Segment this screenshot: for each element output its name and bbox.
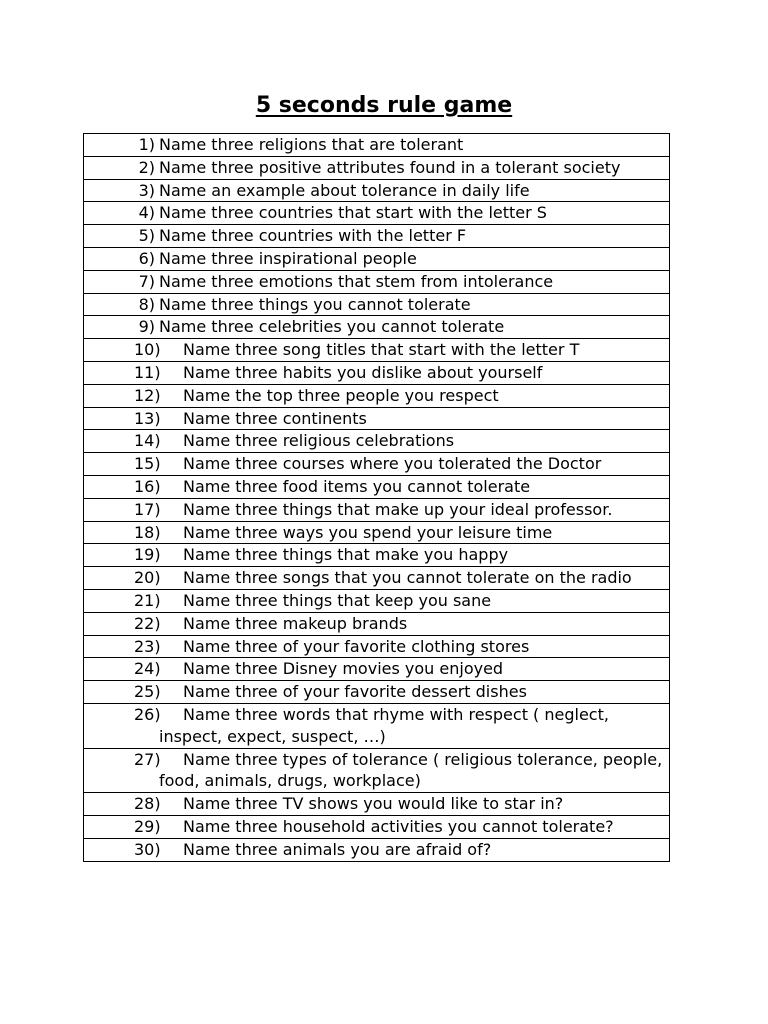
question-row xyxy=(84,703,670,748)
question-text: Name three TV shows you would like to star in? xyxy=(183,794,564,814)
question-row xyxy=(84,793,670,816)
question-item xyxy=(84,681,669,703)
question-cell xyxy=(84,339,670,362)
question-text: Name three celebrities you cannot tolerate xyxy=(159,317,505,337)
question-cell xyxy=(84,658,670,681)
question-item xyxy=(84,225,669,247)
question-number: 30) xyxy=(134,839,161,859)
question-number: 14) xyxy=(134,431,161,451)
question-item xyxy=(84,499,669,521)
question-item xyxy=(84,453,669,475)
question-cell xyxy=(84,498,670,521)
question-item xyxy=(84,749,669,793)
question-text: Name three types of tolerance ( religious tolerance, people, food, animals, drugs, workplace) xyxy=(159,749,663,791)
question-item xyxy=(84,180,669,202)
question-cell xyxy=(84,247,670,270)
question-text: Name three religious celebrations xyxy=(183,431,455,451)
question-row xyxy=(84,270,670,293)
question-cell xyxy=(84,544,670,567)
questions-table-body xyxy=(84,134,670,862)
question-cell xyxy=(84,838,670,861)
question-row xyxy=(84,544,670,567)
question-row xyxy=(84,247,670,270)
question-item xyxy=(84,248,669,270)
question-row xyxy=(84,316,670,339)
question-text: Name three Disney movies you enjoyed xyxy=(183,659,504,679)
question-item xyxy=(84,816,669,838)
question-row xyxy=(84,612,670,635)
question-cell xyxy=(84,134,670,157)
question-text: Name three ways you spend your leisure time xyxy=(183,522,553,542)
question-cell xyxy=(84,156,670,179)
question-cell xyxy=(84,453,670,476)
question-row xyxy=(84,430,670,453)
question-item xyxy=(84,134,669,156)
question-number: 2) xyxy=(138,157,155,177)
question-number: 4) xyxy=(138,203,155,223)
question-number: 5) xyxy=(138,226,155,246)
question-text: Name three emotions that stem from intolerance xyxy=(159,271,554,291)
question-cell xyxy=(84,567,670,590)
question-number: 29) xyxy=(134,816,161,836)
question-cell xyxy=(84,793,670,816)
question-item xyxy=(84,408,669,430)
question-row xyxy=(84,567,670,590)
question-number: 10) xyxy=(134,340,161,360)
question-cell xyxy=(84,815,670,838)
question-text: Name three household activities you cannot tolerate? xyxy=(183,816,614,836)
question-number: 28) xyxy=(134,794,161,814)
question-cell xyxy=(84,475,670,498)
question-text: Name three makeup brands xyxy=(183,613,408,633)
question-number: 9) xyxy=(138,317,155,337)
question-text: Name three song titles that start with the letter T xyxy=(183,340,580,360)
question-row xyxy=(84,681,670,704)
question-row xyxy=(84,179,670,202)
question-item xyxy=(84,294,669,316)
question-item xyxy=(84,704,669,748)
question-item xyxy=(84,658,669,680)
question-item xyxy=(84,202,669,224)
page-title: 5 seconds rule game xyxy=(255,93,513,118)
question-item xyxy=(84,362,669,384)
question-row xyxy=(84,838,670,861)
question-item xyxy=(84,522,669,544)
question-row xyxy=(84,407,670,430)
question-number: 24) xyxy=(134,659,161,679)
question-cell xyxy=(84,384,670,407)
question-item xyxy=(84,316,669,338)
questions-table xyxy=(83,133,670,862)
question-cell xyxy=(84,635,670,658)
question-cell xyxy=(84,407,670,430)
question-item xyxy=(84,839,669,861)
question-text: Name three courses where you tolerated the Doctor xyxy=(183,454,602,474)
question-number: 23) xyxy=(134,636,161,656)
question-number: 13) xyxy=(134,408,161,428)
question-row xyxy=(84,339,670,362)
question-row xyxy=(84,815,670,838)
question-number: 11) xyxy=(134,362,161,382)
question-text: Name three of your favorite clothing stores xyxy=(183,636,530,656)
question-row xyxy=(84,225,670,248)
question-item xyxy=(84,544,669,566)
question-text: Name three food items you cannot tolerate xyxy=(183,476,531,496)
question-text: Name three habits you dislike about yourself xyxy=(183,362,543,382)
question-number: 8) xyxy=(138,294,155,314)
question-item xyxy=(84,793,669,815)
question-row xyxy=(84,293,670,316)
question-item xyxy=(84,590,669,612)
question-text: Name three things that keep you sane xyxy=(183,590,492,610)
question-number: 20) xyxy=(134,568,161,588)
question-text: Name an example about tolerance in daily life xyxy=(159,180,530,200)
question-cell xyxy=(84,703,670,748)
question-number: 27) xyxy=(134,749,161,769)
question-row xyxy=(84,635,670,658)
question-text: Name the top three people you respect xyxy=(183,385,499,405)
question-cell xyxy=(84,202,670,225)
question-text: Name three animals you are afraid of? xyxy=(183,839,492,859)
question-number: 6) xyxy=(138,248,155,268)
question-number: 25) xyxy=(134,682,161,702)
question-item xyxy=(84,476,669,498)
question-row xyxy=(84,156,670,179)
question-number: 19) xyxy=(134,545,161,565)
question-row xyxy=(84,521,670,544)
question-row xyxy=(84,134,670,157)
question-row xyxy=(84,453,670,476)
question-cell xyxy=(84,612,670,635)
question-cell xyxy=(84,748,670,793)
question-cell xyxy=(84,316,670,339)
question-item xyxy=(84,613,669,635)
question-cell xyxy=(84,293,670,316)
question-item xyxy=(84,567,669,589)
question-number: 18) xyxy=(134,522,161,542)
question-number: 12) xyxy=(134,385,161,405)
question-text: Name three songs that you cannot tolerate on the radio xyxy=(183,568,632,588)
question-cell xyxy=(84,270,670,293)
question-text: Name three things that make you happy xyxy=(183,545,509,565)
question-number: 7) xyxy=(138,271,155,291)
question-text: Name three countries with the letter F xyxy=(159,226,467,246)
question-item xyxy=(84,271,669,293)
question-number: 17) xyxy=(134,499,161,519)
question-text: Name three of your favorite dessert dishes xyxy=(183,682,527,702)
question-row xyxy=(84,658,670,681)
question-cell xyxy=(84,521,670,544)
question-text: Name three inspirational people xyxy=(159,248,417,268)
question-text: Name three religions that are tolerant xyxy=(159,135,464,154)
question-number: 26) xyxy=(134,704,161,724)
question-cell xyxy=(84,589,670,612)
question-cell xyxy=(84,361,670,384)
question-item xyxy=(84,385,669,407)
question-number: 16) xyxy=(134,476,161,496)
question-row xyxy=(84,202,670,225)
question-number: 3) xyxy=(138,180,155,200)
question-cell xyxy=(84,681,670,704)
question-number: 15) xyxy=(134,454,161,474)
question-row xyxy=(84,498,670,521)
question-text: Name three continents xyxy=(183,408,367,428)
question-row xyxy=(84,589,670,612)
question-row xyxy=(84,384,670,407)
question-text: Name three things you cannot tolerate xyxy=(159,294,471,314)
question-item xyxy=(84,430,669,452)
question-number: 21) xyxy=(134,590,161,610)
question-row xyxy=(84,361,670,384)
question-text: Name three words that rhyme with respect ( neglect, inspect, expect, suspect, …) xyxy=(159,704,609,746)
question-text: Name three things that make up your ideal professor. xyxy=(183,499,613,519)
question-cell xyxy=(84,179,670,202)
question-text: Name three positive attributes found in a tolerant society xyxy=(159,157,621,177)
question-item xyxy=(84,339,669,361)
question-text: Name three countries that start with the letter S xyxy=(159,203,547,223)
question-item xyxy=(84,636,669,658)
question-number: 1) xyxy=(138,135,155,154)
question-number: 22) xyxy=(134,613,161,633)
question-row xyxy=(84,475,670,498)
question-cell xyxy=(84,225,670,248)
question-cell xyxy=(84,430,670,453)
question-row xyxy=(84,748,670,793)
question-item xyxy=(84,157,669,179)
